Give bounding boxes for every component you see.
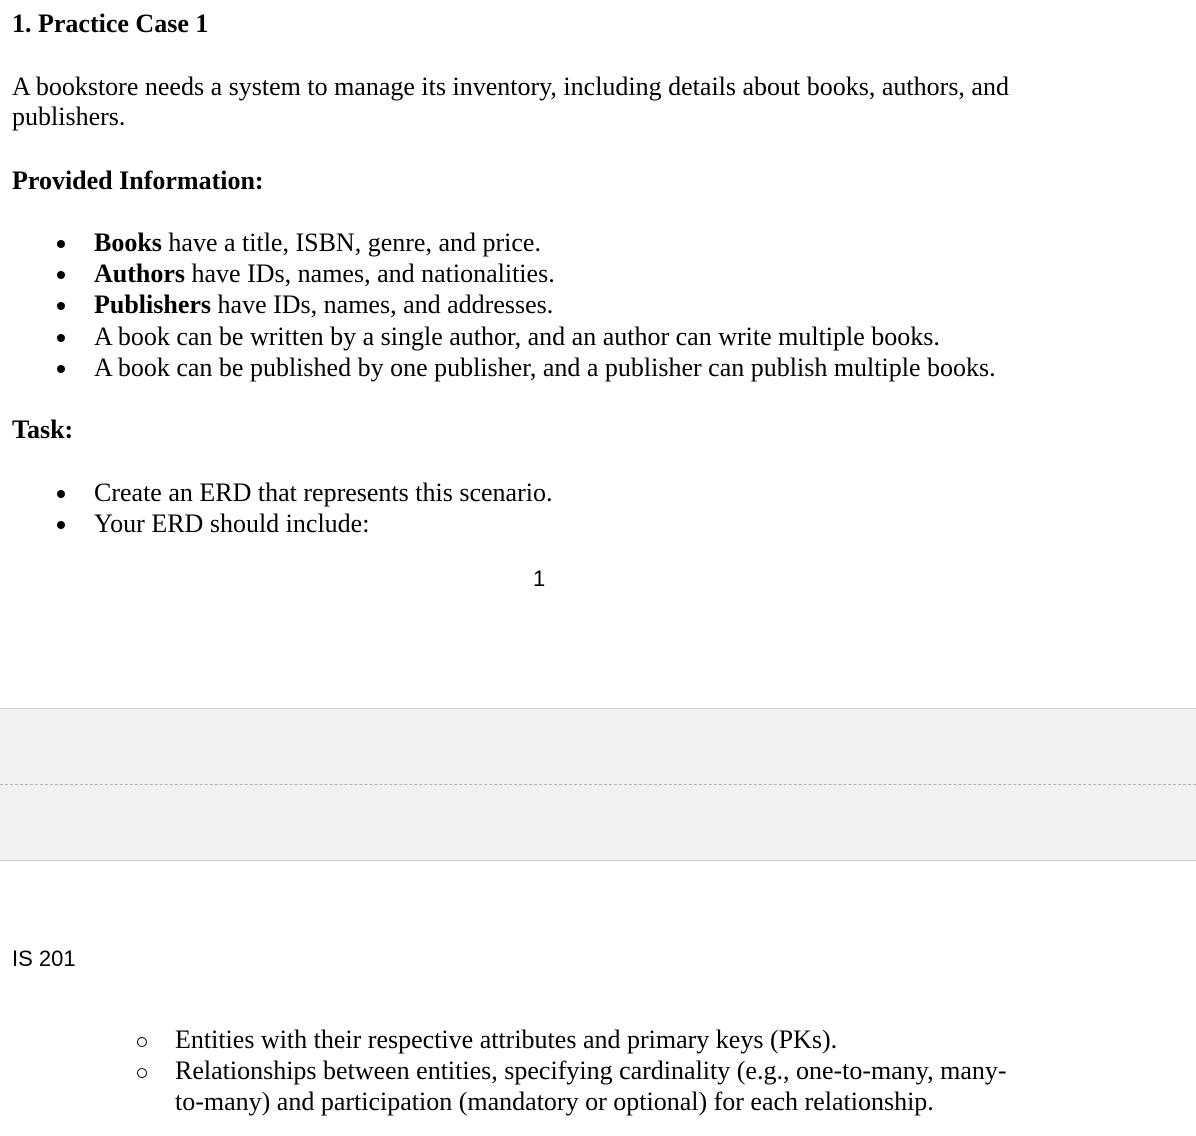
intro-paragraph-line-1: A bookstore needs a system to manage its inventory, including details about books, authors, and (12, 72, 1009, 101)
task-heading: Task: (12, 415, 74, 444)
list-item (94, 258, 555, 289)
bullet-icon (57, 365, 65, 373)
page-break-gap-bottom (0, 786, 1196, 861)
list-item-text: have IDs, names, and addresses. (211, 290, 554, 319)
list-item-text: A book can be published by one publisher, and a publisher can publish multiple books. (94, 353, 996, 382)
task-item: Your ERD should include: (94, 509, 370, 538)
circle-bullet-icon (137, 1037, 147, 1047)
list-item-text: have IDs, names, and nationalities. (185, 259, 555, 288)
sub-list-item: Entities with their respective attributes and primary keys (PKs). (175, 1025, 838, 1054)
sub-list-item: Relationships between entities, specifying cardinality (e.g., one-to-many, many- (175, 1056, 1007, 1085)
intro-paragraph-line-2: publishers. (12, 102, 126, 131)
bullet-icon (57, 334, 65, 342)
section-heading: 1. Practice Case 1 (12, 9, 209, 38)
page-break-line (0, 784, 1196, 785)
list-item-bold: Publishers (94, 290, 212, 319)
task-item: Create an ERD that represents this scenario. (94, 478, 553, 507)
list-item-bold: Authors (94, 259, 186, 288)
page-number: 1 (533, 566, 546, 591)
list-item (94, 321, 940, 352)
circle-bullet-icon (137, 1068, 147, 1078)
page-header-label: IS 201 (12, 946, 76, 971)
bullet-icon (57, 240, 65, 248)
bullet-icon (57, 271, 65, 279)
provided-info-heading: Provided Information: (12, 166, 264, 195)
list-item (94, 352, 996, 383)
bullet-icon (57, 490, 65, 498)
list-item-text: have a title, ISBN, genre, and price. (161, 228, 541, 257)
bullet-icon (57, 521, 65, 529)
sub-list-item-continuation: to-many) and participation (mandatory or optional) for each relationship. (175, 1087, 934, 1116)
list-item-text: A book can be written by a single author, and an author can write multiple books. (94, 322, 940, 351)
page-break-gap-top (0, 708, 1196, 786)
list-item-bold: Books (94, 228, 162, 257)
bullet-icon (57, 302, 65, 310)
list-item (94, 227, 541, 258)
list-item (94, 289, 553, 320)
